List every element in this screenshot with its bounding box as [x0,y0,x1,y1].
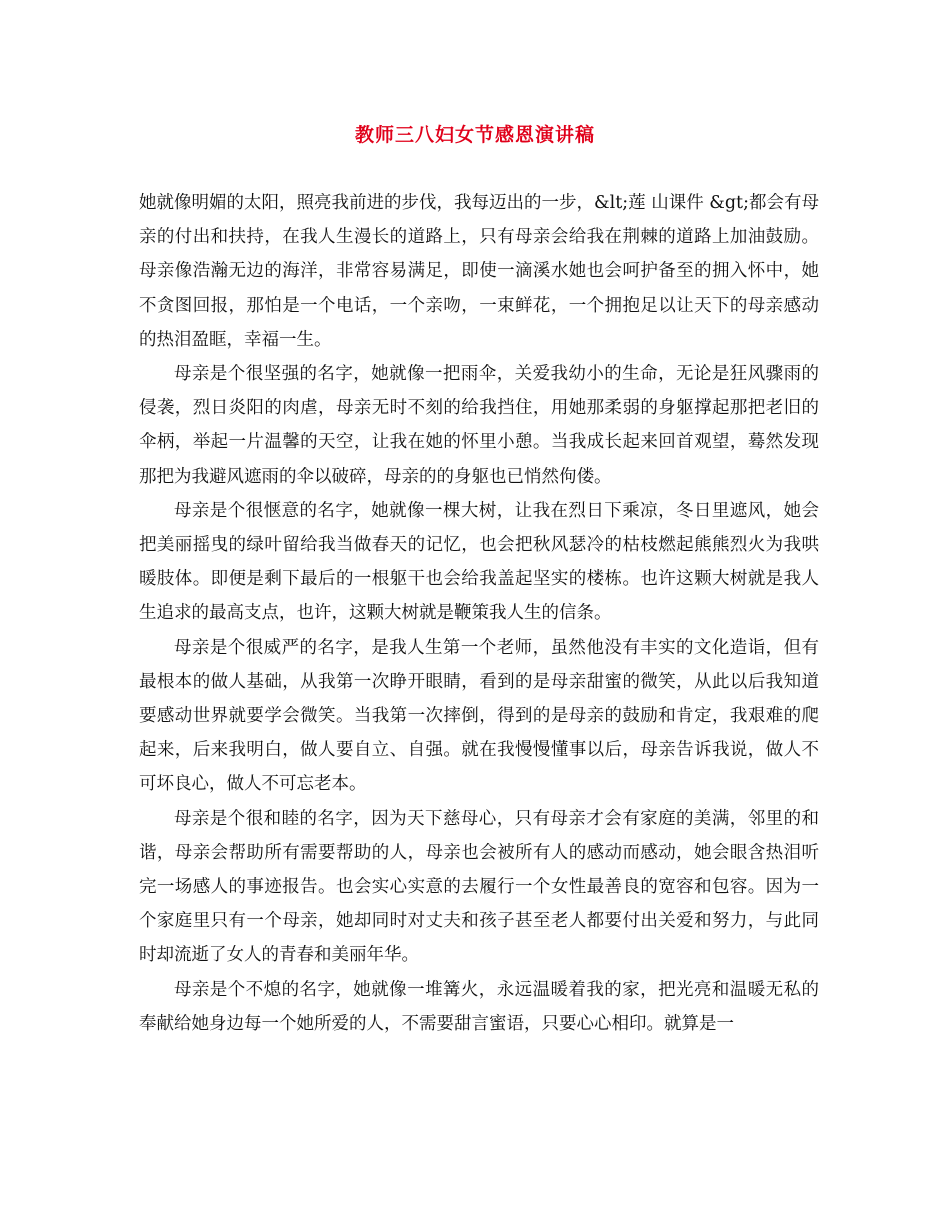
paragraph-3: 母亲是个很惬意的名字，她就像一棵大树，让我在烈日下乘凉，冬日里遮风，她会把美丽摇曳的绿叶留给我当做春天的记忆，也会把秋风瑟冷的枯枝燃起熊熊烈火为我哄暖肢体。即便是剩下最后的一根躯干也会给我盖起坚实的楼栋。也许这颗大树就是我人生追求的最高支点，也许，这颗大树就是鞭策我人生的信条。 [139,500,819,624]
paragraph-4: 母亲是个很威严的名字，是我人生第一个老师，虽然他没有丰实的文化造诣，但有最根本的做人基础，从我第一次睁开眼睛，看到的是母亲甜蜜的微笑，从此以后我知道要感动世界就要学会微笑。当我第一次摔倒，得到的是母亲的鼓励和肯定，我艰难的爬起来，后来我明白，做人要自立、自强。就在我慢慢懂事以后，母亲告诉我说，做人不可坏良心，做人不可忘老本。 [139,637,819,795]
paragraph-5: 母亲是个很和睦的名字，因为天下慈母心，只有母亲才会有家庭的美满，邻里的和谐，母亲会帮助所有需要帮助的人，母亲也会被所有人的感动而感动，她会眼含热泪听完一场感人的事迹报告。也会实心实意的去履行一个女性最善良的宽容和包容。因为一个家庭里只有一个母亲，她却同时对丈夫和孩子甚至老人都要付出关爱和努力，与此同时却流逝了女人的青春和美丽年华。 [139,808,819,966]
paragraph-1: 她就像明媚的太阳，照亮我前进的步伐，我每迈出的一步，&lt;莲 山课件 &gt;都会有母亲的付出和扶持，在我人生漫长的道路上，只有母亲会给我在荆棘的道路上加油鼓励。母亲像浩瀚无边的海洋，非常容易满足，即使一滴溪水她也会呵护备至的拥入怀中，她不贪图回报，那怕是一个电话，一个亲吻，一束鲜花，一个拥抱足以让天下的母亲感动的热泪盈眶，幸福一生。 [139,193,819,350]
document-body [139,186,819,1041]
paragraph-6: 母亲是个不熄的名字，她就像一堆篝火，永远温暖着我的家，把光亮和温暖无私的奉献给她身边每一个她所爱的人，不需要甜言蜜语，只要心心相印。就算是一 [139,979,819,1034]
document-title: 教师三八妇女节感恩演讲稿 [354,124,595,146]
paragraph-2: 母亲是个很坚强的名字，她就像一把雨伞，关爱我幼小的生命，无论是狂风骤雨的侵袭，烈日炎阳的肉虐，母亲无时不刻的给我挡住，用她那柔弱的身躯撑起那把老旧的伞柄，举起一片温馨的天空，让我在她的怀里小憩。当我成长起来回首观望，蓦然发现那把为我避风遮雨的伞以破碎，母亲的的身躯也已悄然佝偻。 [139,364,819,487]
